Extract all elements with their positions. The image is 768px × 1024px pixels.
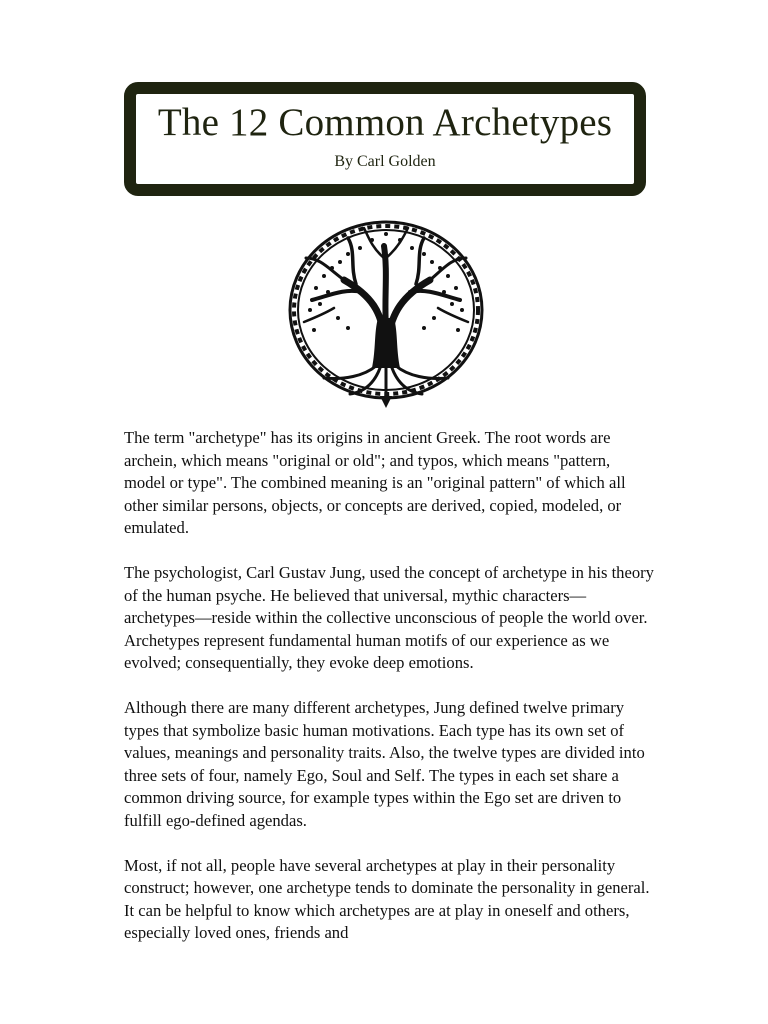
article-body [124, 427, 654, 967]
page-title: The 12 Common Archetypes [157, 101, 613, 144]
celtic-tree-of-life-icon [284, 218, 488, 412]
title-box [124, 82, 646, 196]
author-byline: By Carl Golden [334, 153, 436, 170]
paragraph: The term "archetype" has its origins in ancient Greek. The root words are archein, which means "original or old"; and typos, which means "pattern, model or type". The combined meaning is an "original pattern" of which all other similar persons, objects, or concepts are derived, copied, modeled, or emulated. [124, 428, 626, 537]
paragraph: Although there are many different archetypes, Jung defined twelve primary types that symbolize basic human motivations. Each type has its own set of values, meanings and personality traits. Also, the twelve types are divided into three sets of four, namely Ego, Soul and Self. The types in each set share a common driving source, for example types within the Ego set are driven to fulfill ego-defined agendas. [124, 698, 645, 830]
paragraph: Most, if not all, people have several archetypes at play in their personality construct; however, one archetype tends to dominate the personality in general. It can be helpful to know which archetypes are at play in oneself and others, especially loved ones, friends and [124, 855, 650, 942]
paragraph: The psychologist, Carl Gustav Jung, used the concept of archetype in his theory of the human psyche. He believed that universal, mythic characters—archetypes—reside within the collective unconscious of people the world over. Archetypes represent fundamental human motifs of our experience as we evolved; consequentially, they evoke deep emotions. [124, 563, 654, 672]
